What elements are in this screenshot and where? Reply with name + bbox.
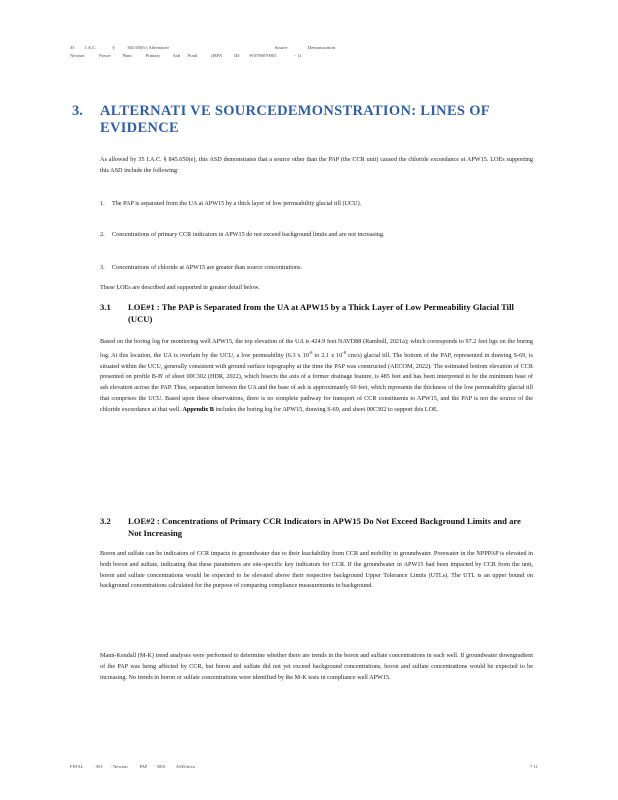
header-text: Power <box>99 53 111 58</box>
page-number: 7 11 <box>530 764 538 769</box>
header-text: § <box>112 45 115 50</box>
section-title-text: ALTERNATI VE SOURCEDEMONSTRATION: LINES OF EVIDENCE <box>100 103 490 136</box>
subsection-title: LOE#2 : Concentrations of Primary CCR Indicators in APW15 Do Not Exceed Background Limits and are Not Increasing <box>128 516 521 538</box>
header-text: I.A.C. <box>85 45 97 50</box>
subsection-title: LOE#1 : The PAP is Separated from the UA at APW15 by a Thick Layer of Low Permeability Glacial Till (UCU) <box>128 302 514 324</box>
appendix-reference: Appendix B <box>182 405 214 413</box>
subsection-heading-3-2 <box>100 516 533 539</box>
list-number: 3. <box>100 264 105 271</box>
loe1-text: to 2.1 x 10 <box>312 351 343 359</box>
subsection-number: 3.1 <box>100 302 111 312</box>
header-text: 845.650(c) Alternative <box>127 45 170 50</box>
header-line-1 <box>70 45 335 50</box>
list-item <box>100 230 533 241</box>
loe1-text: cm/s) glacial till. The bottom of the PAP, represented in drawing S-69, is situated within the UCU, generally consistent with ground surface topography at the time the PAP was constructed (AECOM, 2022). The estimated bottom elevation of CCR presented on profile B-B' of sheet 00C302 (HDR, 2022), which bisects the axis of a former drainage feature, is 485 feet and has been interpreted to be the minimum base of ash elevation across the PAP. Thus, separation between the UA and the base of ash is approximately 60 feet, which represents the thickness of the low permeability glacial till that comprises the UCU. Based upon these observations, there is no complete pathway for transport of CCR constituents to APW15, and the PAP is not the source of the chloride exceedance at that well. <box>100 351 533 413</box>
header-text: Pond <box>187 53 198 58</box>
footer-text: FINAL <box>70 764 84 769</box>
list-text: Concentrations of primary CCR indicators in APW15 do not exceed background limits and are not increasing. <box>112 231 385 238</box>
intro-paragraph: As allowed by 35 I.A.C. § 845.650(e), this ASD demonstrates that a source other than the PAP (the CCR unit) caused the chloride exceedance at APW15. LOEs supporting this ASD include the following: <box>100 156 533 174</box>
header-text: ID: <box>234 53 241 58</box>
subsection-heading-3-1 <box>100 302 533 325</box>
page-footer-left <box>70 764 195 769</box>
footer-text: - 501 <box>93 764 103 769</box>
section-title <box>72 103 522 137</box>
list-text: The PAP is separated from the UA at APW15 by a thick layer of low permeability glacial till (UCU). <box>112 200 362 207</box>
header-text: Plant <box>122 53 132 58</box>
closing-paragraph: These LOEs are described and supported in greater detail below. <box>100 284 260 291</box>
loe1-text: includes the boring log for APW15, drawing S-69, and sheet 00C302 to support this LOE. <box>213 405 439 413</box>
loe2-paragraph-2: Mann-Kendall (M-K) trend analyses were performed to determine whether there are trends in the boron and sulfate concentrations in each well. If groundwater downgradient of the PAP was being affected by CCR, but boron and sulfate did not yet exceed background concentrations, boron and sulfate concentrations would be expected to be increasing. No trends in boron or sulfate concentrations were identified by the M-K tests in compliance well APW15. <box>100 652 533 681</box>
header-text: - 1) <box>294 53 301 58</box>
list-number: 2. <box>100 231 105 238</box>
footer-text: - Newton <box>110 764 128 769</box>
header-line-2 <box>70 53 301 58</box>
list-item <box>100 199 533 210</box>
superscript: -8 <box>342 349 347 355</box>
header-text: Newton <box>70 53 85 58</box>
loe1-paragraph <box>100 337 533 416</box>
header-text: Ash <box>172 53 181 58</box>
list-item <box>100 263 533 274</box>
superscript: -8 <box>308 349 313 355</box>
footer-text: PAP <box>139 764 148 769</box>
loe2-paragraph-1: Boron and sulfate can be indicators of CCR impacts to groundwater due to their leachability from CCR and mobility in groundwater. Porewater in the NPPPAP is elevated in both boron and sulfate, indicating that these parameters are site-specific key indicators for CCR. If the groundwater in APW15 had been impacted by CCR from the unit, boron and sulfate concentrations would be expected to be elevated above their respective background Upper Tolerance Limits (UTLs). The UTL is an upper bound on background concentrations calculated for the purpose of comparing compliance measurements to background. <box>100 550 533 590</box>
list-number: 1. <box>100 200 105 207</box>
header-text: 35 <box>70 45 75 50</box>
subsection-number: 3.2 <box>100 516 111 526</box>
header-text: Primary <box>145 53 161 58</box>
list-text: Concentrations of chloride at APW15 are greater than source concentrations. <box>112 264 303 271</box>
header-text: (IEPA <box>210 53 223 58</box>
section-number: 3. <box>72 103 83 119</box>
header-text: Source <box>274 45 288 50</box>
footer-text: 5001 <box>156 764 166 769</box>
footer-text: ASD.docx <box>175 764 196 769</box>
header-text: Demonstration <box>307 45 336 50</box>
loe1-text: Based on the boring log for monitoring well APW15, the top elevation of the UA is 424.9 feet NAVD88 (Ramboll, 2021a); which corresponds to 97.2 feet bgs on the boring log. At this location, the UA is overlain by the UCU, a low permeability (6.3 x 10 <box>100 338 533 359</box>
header-text: W0798070001 <box>249 53 277 58</box>
